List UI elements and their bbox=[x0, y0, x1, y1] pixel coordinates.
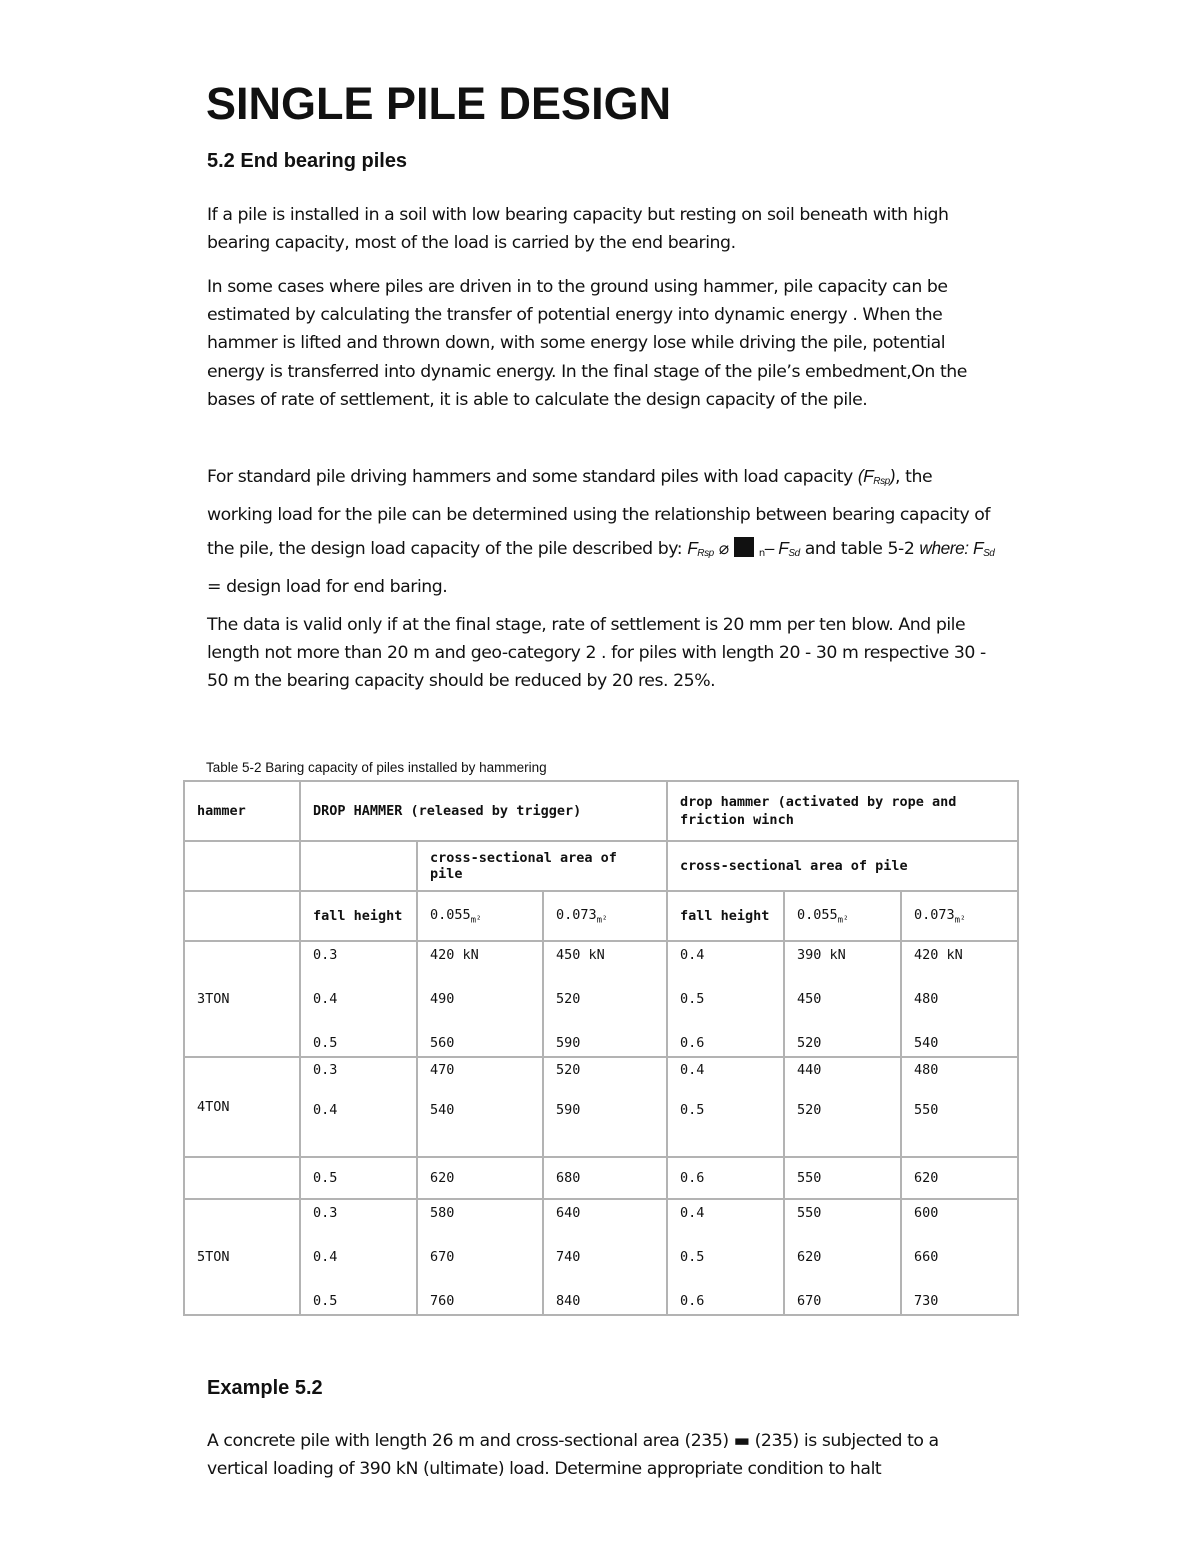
hammer-weight-label: 3TON bbox=[184, 941, 300, 1057]
header-area-a-2: $0.055_{m^2}$ bbox=[784, 891, 901, 941]
hammer-weight-label: 5TON bbox=[184, 1199, 300, 1315]
unrendered-glyph-block bbox=[734, 537, 754, 557]
hammer-weight-label: 4TON bbox=[184, 1057, 300, 1157]
bearing-capacity-table bbox=[183, 780, 1019, 1316]
example-heading: Example 5.2 bbox=[207, 1377, 323, 1399]
table-header-row bbox=[184, 781, 1018, 841]
page-title: SINGLE PILE DESIGN bbox=[206, 78, 672, 129]
header-hammer: hammer bbox=[184, 781, 300, 841]
table-subheader-row bbox=[184, 841, 1018, 891]
header-area-a-1: $0.055_{m^2}$ bbox=[417, 891, 543, 941]
paragraph-energy-transfer: In some cases where piles are driven in to the ground using hammer, pile capacity can be estimated by calculating the transfer of potential energy into dynamic energy . When the hammer is lifted and thrown down, with some energy lose while driving the pile, potential energy is transferred into dynamic energy. In the final stage of the pile’s embedment,On the bases of rate of settlement, it is able to calculate the design capacity of the pile. bbox=[207, 277, 967, 410]
paragraph-validity: The data is valid only if at the final stage, rate of settlement is 20 mm per ten blow. And pile length not more than 20 m and geo-category 2 . for piles with length 20 - 30 m respective 30 - 50 m the bearing capacity should be reduced by 20 res. 25%. bbox=[207, 615, 986, 692]
paragraph-working-load: For standard pile driving hammers and some standard piles with load capacity $(F_{Rsp})$, the working load for the pile can be determined using the relationship between bearing capacity of the pile, the design load capacity of the pile described by: $F_{Rsp}$ ⌀ $_n$– $F_{Sd}$ and table 5-2 where: $F_{Sd}$ = design load for end baring. bbox=[207, 466, 995, 597]
section-heading: 5.2 End bearing piles bbox=[207, 150, 408, 172]
table-row: 5TON 0.3 0.4 0.5 580 670 760 640 740 840 0.4 0.5 0.6 550 620 670 600 660 730 bbox=[184, 1199, 1018, 1315]
header-drop-hammer-trigger: DROP HAMMER (released by trigger) bbox=[300, 781, 667, 841]
header-cross-section-2: cross-sectional area of pile bbox=[667, 841, 1018, 891]
header-fall-height-2: fall height bbox=[667, 891, 784, 941]
table-row: 0.5 620 680 0.6 550 620 bbox=[184, 1157, 1018, 1199]
table-row: 3TON 0.3 0.4 0.5 420 kN 490 560 450 kN 520 590 0.4 0.5 0.6 390 kN 450 520 420 kN 480 540 bbox=[184, 941, 1018, 1057]
table-caption: Table 5-2 Baring capacity of piles installed by hammering bbox=[206, 760, 547, 775]
header-fall-height-1: fall height bbox=[300, 891, 417, 941]
header-area-b-2: $0.073_{m^2}$ bbox=[901, 891, 1018, 941]
table-column-row bbox=[184, 891, 1018, 941]
paragraph-end-bearing-intro: If a pile is installed in a soil with low bearing capacity but resting on soil beneath with high bearing capacity, most of the load is carried by the end bearing. bbox=[207, 205, 949, 254]
table-row: 4TON 0.3 0.4 470 540 520 590 0.4 0.5 440 520 480 550 bbox=[184, 1057, 1018, 1157]
where-clause: where: $F_{Sd}$ bbox=[919, 538, 995, 559]
frsp-symbol: $(F_{Rsp})$ bbox=[857, 466, 896, 487]
header-cross-section-1: cross-sectional area of pile bbox=[417, 841, 667, 891]
formula-frsp: $F_{Rsp}$ bbox=[687, 538, 714, 559]
header-area-b-1: $0.073_{m^2}$ bbox=[543, 891, 667, 941]
example-text: A concrete pile with length 26 m and cross-sectional area (235) ▬ (235) is subjected to a vertical loading of 390 kN (ultimate) load. Determine appropriate condition to halt bbox=[207, 1431, 939, 1480]
header-drop-hammer-rope: drop hammer (activated by rope and friction winch bbox=[667, 781, 1018, 841]
